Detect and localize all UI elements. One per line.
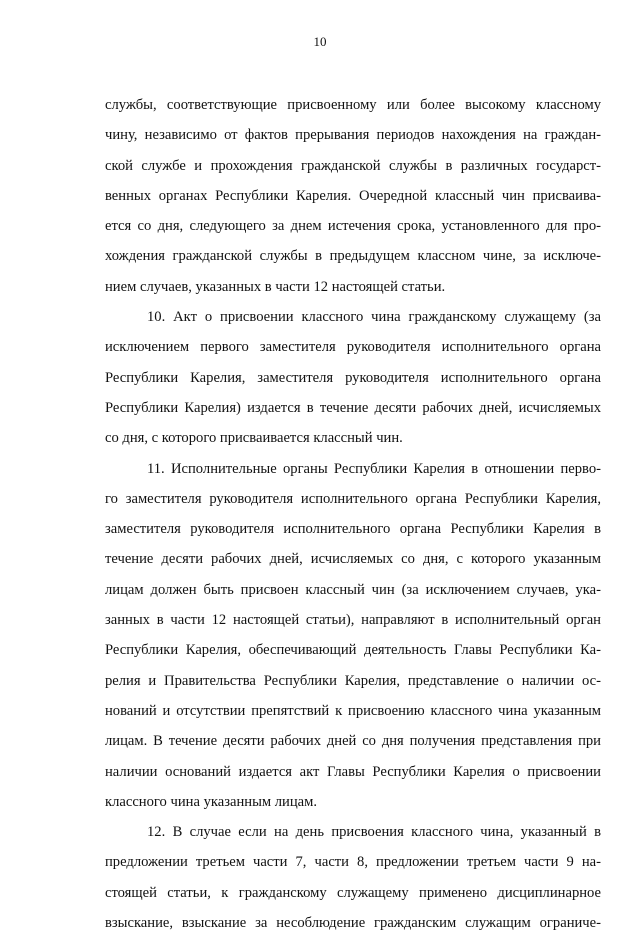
text-line: чину, независимо от фактов прерывания периодов нахождения на граждан- [105,127,601,144]
text-line: лицам. В течение десяти рабочих дней со дня получения представления при [105,733,601,750]
text-line: нием случаев, указанных в части 12 настоящей статьи. [105,278,446,295]
page-number: 10 [313,34,327,49]
text-line: нований и отсутствии препятствий к присвоению классного чина указанным [105,702,601,719]
text-line: стоящей статьи, к гражданскому служащему применено дисциплинарное [105,884,601,901]
text-line: ской службе и прохождения гражданской службы в различных государст- [105,157,601,174]
text-line: со дня, с которого присваивается классный чин. [105,430,403,447]
text-line: течение десяти рабочих дней, исчисляемых со дня, с которого указанным [105,551,601,568]
text-line: лицам должен быть присвоен классный чин (за исключением случаев, ука- [105,581,601,598]
text-line: службы, соответствующие присвоенному или более высокому классному [105,97,601,113]
text-line: го заместителя руководителя исполнительного органа Республики Карелия, [105,490,601,507]
text-line: релия и Правительства Республики Карелия, представление о наличии ос- [105,672,601,689]
text-line: классного чина указанным лицам. [105,793,318,810]
text-line: 11. Исполнительные органы Республики Карелия в отношении перво- [147,460,601,477]
document-body [105,90,601,938]
text-line: ется со дня, следующего за днем истечения срока, установленного для про- [105,218,601,235]
text-line: венных органах Республики Карелия. Очередной классный чин присваива- [105,187,601,204]
text-line: заместителя руководителя исполнительного органа Республики Карелия в [105,521,601,538]
text-line: предложении третьем части 7, части 8, предложении третьем части 9 на- [105,854,601,871]
text-line: 10. Акт о присвоении классного чина гражданскому служащему (за [147,309,601,326]
text-line: 12. В случае если на день присвоения классного чина, указанный в [147,824,601,841]
text-line: Республики Карелия, заместителя руководителя исполнительного органа [105,369,601,386]
text-line: хождения гражданской службы в предыдущем классном чине, за исключе- [105,248,601,265]
text-line: Республики Карелия, обеспечивающий деятельность Главы Республики Ка- [105,642,601,659]
text-line: исключением первого заместителя руководителя исполнительного органа [105,339,601,356]
text-line: занных в части 12 настоящей статьи), направляют в исполнительный орган [105,612,601,629]
text-line: наличии оснований издается акт Главы Республики Карелия о присвоении [105,763,601,780]
text-line: Республики Карелия) издается в течение десяти рабочих дней, исчисляемых [105,399,601,416]
text-line: взыскание, взыскание за несоблюдение гражданским служащим ограниче- [105,915,601,932]
